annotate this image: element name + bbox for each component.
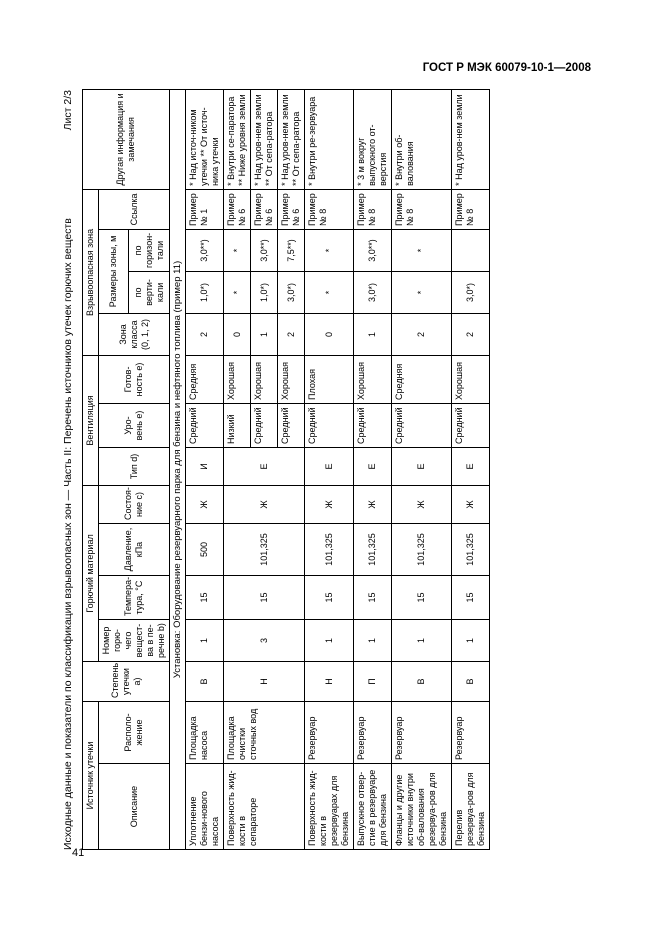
cell-zone-class: 1 — [251, 313, 278, 355]
cell-substance-no: 1 — [452, 620, 490, 662]
cell-zone-class: 1 — [354, 313, 392, 355]
cell-notes: * Внутри об-валования — [392, 89, 452, 189]
table-row — [305, 89, 354, 849]
cell-temperature: 15 — [305, 576, 354, 620]
col-horizontal: по горизон-тали — [129, 229, 170, 271]
cell-substance-no: 1 — [392, 620, 452, 662]
cell-grade: Н — [224, 662, 305, 702]
cell-notes: * Над источ-ником утечки ** От источ-ника утечки — [186, 89, 224, 189]
cell-reference: Пример № 8 — [354, 189, 392, 229]
cell-description: Поверхность жид-кости в резервуарах для бензина — [305, 764, 354, 850]
cell-reference: Пример № 8 — [452, 189, 490, 229]
cell-horizontal — [452, 229, 490, 271]
table-row — [392, 89, 452, 849]
cell-horizontal: 3,0**) — [251, 229, 278, 271]
cell-notes: * Над уров-нем земли ** От сепа-ратора — [278, 89, 305, 189]
cell-vent-availability: Хорошая — [251, 355, 278, 403]
cell-zone-class: 2 — [452, 313, 490, 355]
cell-vent-availability: Средняя — [186, 355, 224, 403]
cell-vertical: 3,0*) — [354, 271, 392, 313]
cell-state: Ж — [224, 485, 305, 523]
cell-substance-no: 1 — [305, 620, 354, 662]
cell-vent-level: Средний — [354, 403, 392, 447]
table-row — [354, 89, 392, 849]
cell-pressure: 101,325 — [452, 524, 490, 576]
cell-state: Ж — [186, 485, 224, 523]
cell-location: Резервуар — [452, 702, 490, 764]
cell-substance-no: 1 — [186, 620, 224, 662]
cell-vent-type: Е — [452, 447, 490, 485]
cell-reference: Пример № 1 — [186, 189, 224, 229]
cell-location: Площадка насоса — [186, 702, 224, 764]
cell-vent-level: Низкий — [224, 403, 251, 447]
cell-pressure: 101,325 — [305, 524, 354, 576]
cell-temperature: 15 — [452, 576, 490, 620]
cell-location: Резервуар — [305, 702, 354, 764]
col-pressure: Давление, кПа — [99, 524, 170, 576]
cell-grade: Н — [305, 662, 354, 702]
hazard-sources-table — [82, 89, 490, 850]
document-header: ГОСТ Р МЭК 60079-10-1—2008 — [422, 62, 591, 74]
cell-reference: Пример № 6 — [224, 189, 251, 229]
cell-grade: В — [392, 662, 452, 702]
cell-vent-availability: Плохая — [305, 355, 354, 403]
cell-vertical: * — [224, 271, 251, 313]
col-substance-no: Номер горю-чего вещест-ва в пе-речне b) — [99, 620, 170, 662]
cell-zone-class: 2 — [392, 313, 452, 355]
cell-grade: В — [452, 662, 490, 702]
col-vent-type: Тип d) — [99, 447, 170, 485]
cell-zone-class: 2 — [278, 313, 305, 355]
cell-notes: * 3 м вокруг выпускного от-верстия — [354, 89, 392, 189]
cell-description: Выпускное отвер-стие в резервуаре для бензина — [354, 764, 392, 850]
cell-location: Площадка очистки сточных вод — [224, 702, 305, 764]
cell-grade: П — [354, 662, 392, 702]
col-vertical: по верти-кали — [129, 271, 170, 313]
cell-vent-availability: Хорошая — [452, 355, 490, 403]
cell-reference: Пример № 8 — [305, 189, 354, 229]
cell-vent-availability: Хорошая — [224, 355, 251, 403]
group-header-zone-size: Размеры зоны, м — [99, 229, 129, 313]
cell-vertical: * — [392, 271, 452, 313]
cell-reference: Пример № 8 — [392, 189, 452, 229]
cell-vent-level: Средний — [186, 403, 224, 447]
cell-horizontal: 3,0**) — [354, 229, 392, 271]
cell-horizontal: 7,5**) — [278, 229, 305, 271]
cell-horizontal: * — [224, 229, 251, 271]
cell-vent-type: И — [186, 447, 224, 485]
cell-description: Перелив резервуа-ров для бензина — [452, 764, 490, 850]
cell-vent-availability: Хорошая — [354, 355, 392, 403]
cell-notes: * Внутри ре-зервуара — [305, 89, 354, 189]
col-zone-class: Зона класса (0, 1, 2) — [99, 313, 170, 355]
cell-temperature: 15 — [354, 576, 392, 620]
sheet-label: Лист 2/3 — [62, 90, 74, 131]
col-reference: Ссылка — [99, 189, 170, 229]
col-vent-level: Уро-вень e) — [99, 403, 170, 447]
cell-pressure: 500 — [186, 524, 224, 576]
cell-horizontal: * — [392, 229, 452, 271]
table-row — [224, 89, 251, 849]
cell-vertical: 1,0*) — [251, 271, 278, 313]
group-header-hazard-zone: Взрывоопасная зона — [83, 189, 99, 355]
cell-location: Резервуар — [392, 702, 452, 764]
page-number: 41 — [72, 847, 85, 859]
cell-vertical: 3,0*) — [452, 271, 490, 313]
col-release-grade: Степень утечки a) — [83, 662, 170, 702]
cell-horizontal: 3,0**) — [186, 229, 224, 271]
cell-substance-no: 1 — [354, 620, 392, 662]
cell-location: Резервуар — [354, 702, 392, 764]
cell-vent-type: Е — [224, 447, 305, 485]
cell-vertical: 3,0*) — [278, 271, 305, 313]
cell-vent-type: Е — [392, 447, 452, 485]
cell-grade: В — [186, 662, 224, 702]
table-row — [452, 89, 490, 849]
cell-pressure: 101,325 — [224, 524, 305, 576]
cell-vertical: * — [305, 271, 354, 313]
group-header-ventilation: Вентиляция — [83, 355, 99, 485]
cell-pressure: 101,325 — [354, 524, 392, 576]
cell-state: Ж — [452, 485, 490, 523]
col-temperature: Темпера-тура, °C — [99, 576, 170, 620]
cell-horizontal: * — [305, 229, 354, 271]
cell-vent-level: Средний — [305, 403, 354, 447]
cell-vent-level: Средний — [278, 403, 305, 447]
cell-notes: * Внутри се-паратора ** Ниже уровня земли — [224, 89, 251, 189]
table-title: Исходные данные и показатели по классификации взрывоопасных зон — Часть II: Перечень источников утечек горючих веществ — [62, 218, 74, 850]
installation-row: Установка: Оборудование резервуарного парка для бензина и нефтяного топлива (пример 11) — [170, 89, 186, 849]
cell-pressure: 101,325 — [392, 524, 452, 576]
cell-vent-type: Е — [305, 447, 354, 485]
cell-description: Поверхность жид-кости в сепараторе — [224, 764, 305, 850]
cell-vertical: 1,0*) — [186, 271, 224, 313]
cell-vent-level: Средний — [251, 403, 278, 447]
col-vent-availability: Готов-ность e) — [99, 355, 170, 403]
cell-temperature: 15 — [224, 576, 305, 620]
cell-zone-class: 0 — [224, 313, 251, 355]
cell-description: Фланцы и другие источники внутри об-валования резервуа-ров для бензина — [392, 764, 452, 850]
cell-state: Ж — [392, 485, 452, 523]
col-description: Описание — [99, 764, 170, 850]
cell-zone-class: 0 — [305, 313, 354, 355]
cell-vent-level: Средний — [392, 403, 452, 447]
cell-substance-no: 3 — [224, 620, 305, 662]
cell-notes: * Над уров-нем земли — [452, 89, 490, 189]
cell-vent-type: Е — [354, 447, 392, 485]
rotated-table-sheet — [60, 90, 600, 850]
cell-state: Ж — [305, 485, 354, 523]
group-header-source: Источник утечки — [83, 702, 99, 850]
cell-state: Ж — [354, 485, 392, 523]
cell-temperature: 15 — [186, 576, 224, 620]
cell-vent-level: Средний — [452, 403, 490, 447]
cell-vent-availability: Средняя — [392, 355, 452, 403]
cell-vent-availability: Хорошая — [278, 355, 305, 403]
cell-notes: * Над уров-нем земли ** От сепа-ратора — [251, 89, 278, 189]
cell-zone-class: 2 — [186, 313, 224, 355]
cell-reference: Пример № 6 — [278, 189, 305, 229]
cell-reference: Пример № 6 — [251, 189, 278, 229]
col-state: Состоя-ние c) — [99, 485, 170, 523]
table-row — [186, 89, 224, 849]
col-notes: Другая информация и замечания — [83, 89, 170, 189]
cell-description: Уплотнение бензи-нового насоса — [186, 764, 224, 850]
cell-temperature: 15 — [392, 576, 452, 620]
group-header-material: Горючий материал — [83, 485, 99, 661]
col-location: Располо-жение — [99, 702, 170, 764]
